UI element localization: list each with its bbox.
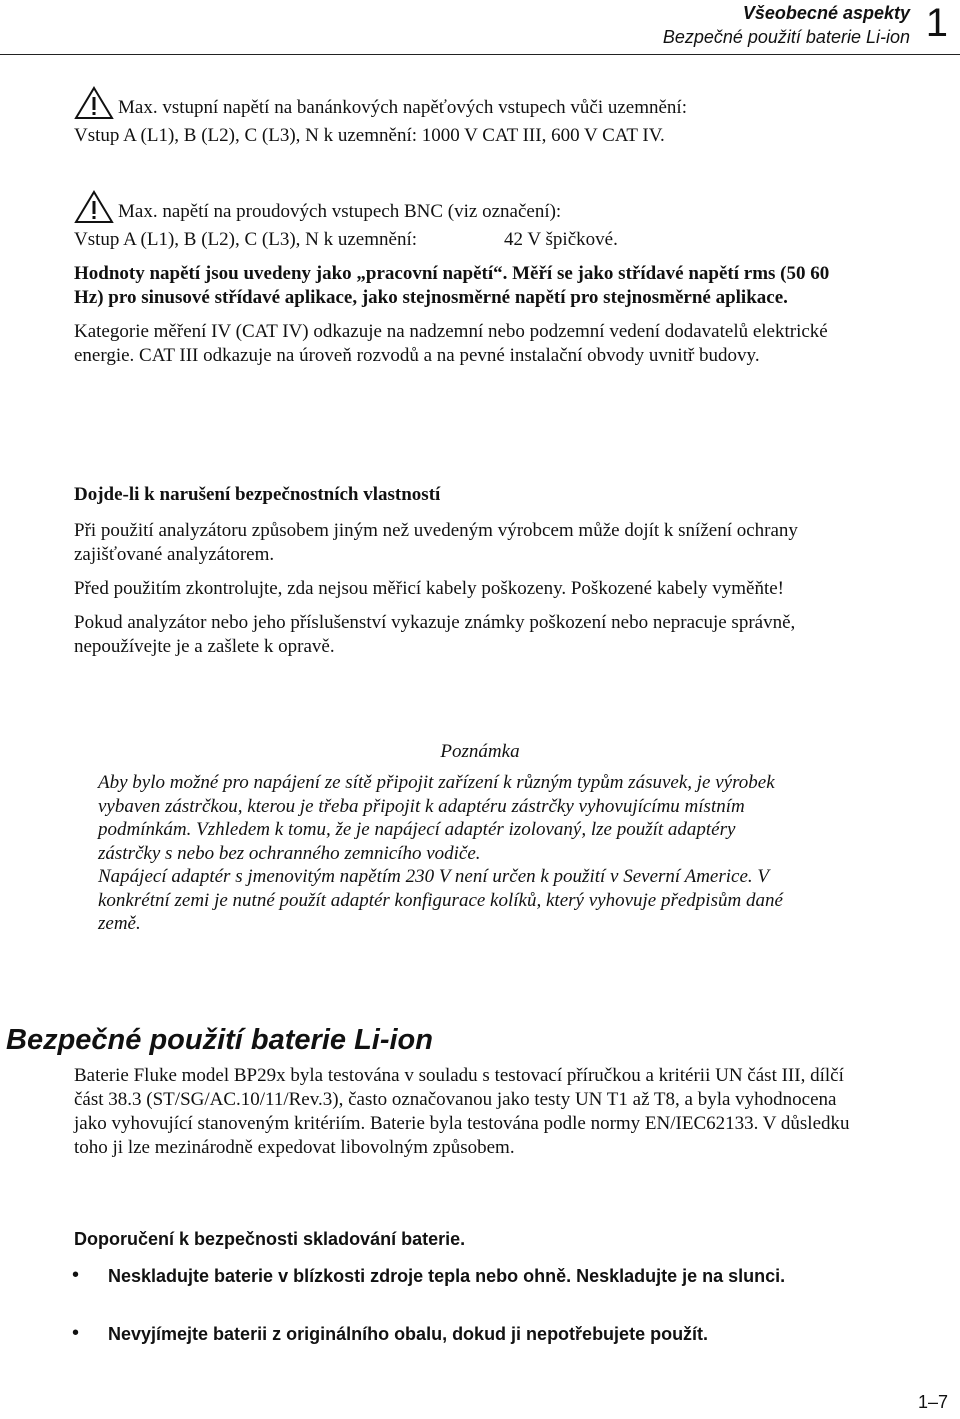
header-section: Všeobecné aspekty bbox=[742, 3, 910, 23]
warning-2-text-right: 42 V špičkové. bbox=[504, 229, 618, 250]
bullet-marker: • bbox=[72, 1322, 80, 1344]
header-divider bbox=[0, 54, 960, 55]
working-voltage-note: Hodnoty napětí jsou uvedeny jako „pracovní napětí“. bbox=[74, 263, 508, 284]
rms-note: Měří se jako střídavé napětí rms (50 60 Hz) pro sinusové střídavé aplikace, jako stejnosměrné napětí pro stejnosměrné aplikace. bbox=[74, 263, 830, 308]
category-text: Kategorie měření IV (CAT IV) odkazuje na nadzemní nebo podzemní vedení dodavatelů elektrické energie. CAT III odkazuje na úroveň rozvodů a na pevné instalační obvody uvnitř budovy. bbox=[74, 321, 828, 366]
safety-section bbox=[74, 483, 854, 659]
note-paragraph-2: Napájecí adaptér s jmenovitým napětím 230 V není určen k použití v Severní Americe. V konkrétní zemi je nutné použít adaptér konfigurace kolíků, který vyhovuje předpisům dané země. bbox=[98, 866, 783, 934]
safety-paragraph-2: Před použitím zkontrolujte, zda nejsou měřicí kabely poškozeny. Poškozené kabely vyměňte! bbox=[74, 578, 785, 599]
warning-2-title: Max. napětí na proudových vstupech BNC (viz označení): bbox=[118, 201, 562, 222]
page-number: 1–7 bbox=[917, 1392, 948, 1412]
battery-paragraph: Baterie Fluke model BP29x byla testována v souladu s testovací příručkou a kritérii UN část III, dílčí část 38.3 (ST/SG/AC.10/11/Rev.3), často označovanou jako testy UN T1 až T8, a byla vyhodnocena jako vyhovující stanoveným kritériím. Baterie byla testována podle normy EN/IEC62133. V důsledku toho ji lze mezinárodně expedovat libovolným způsobem. bbox=[74, 1065, 850, 1158]
safety-paragraph-3: Pokud analyzátor nebo jeho příslušenství vykazuje známky poškození nebo nepracuje správně, nepoužívejte je a zašlete k opravě. bbox=[74, 612, 796, 657]
warning-2-text-left: Vstup A (L1), B (L2), C (L3), N k uzemnění: bbox=[74, 229, 418, 250]
note-body bbox=[98, 771, 798, 936]
chapter-number: 1 bbox=[925, 1, 948, 45]
header-subsection: Bezpečné použití baterie Li-ion bbox=[662, 27, 910, 47]
warning-block-1 bbox=[74, 86, 854, 148]
warning-icon bbox=[74, 190, 114, 224]
note-title: Poznámka bbox=[440, 741, 520, 762]
warning-block-2 bbox=[74, 190, 854, 368]
warning-icon bbox=[74, 86, 114, 120]
storage-heading: Doporučení k bezpečnosti skladování baterie. bbox=[74, 1229, 466, 1249]
storage-bullet-1: Neskladujte baterie v blízkosti zdroje tepla nebo ohně. Neskladujte je na slunci. bbox=[108, 1266, 786, 1286]
safety-heading: Dojde-li k narušení bezpečnostních vlastností bbox=[74, 484, 441, 505]
safety-paragraph-1: Při použití analyzátoru způsobem jiným než uvedeným výrobcem může dojít k snížení ochrany zajišťované analyzátorem. bbox=[74, 520, 798, 565]
storage-bullet-2: Nevyjímejte baterii z originálního obalu, dokud ji nepotřebujete použít. bbox=[108, 1324, 709, 1344]
bullet-marker: • bbox=[72, 1264, 80, 1286]
warning-1-text: Vstup A (L1), B (L2), C (L3), N k uzemnění: 1000 V CAT III, 600 V CAT IV. bbox=[74, 125, 665, 146]
warning-1-title: Max. vstupní napětí na banánkových napěťových vstupech vůči uzemnění: bbox=[118, 97, 687, 118]
note-paragraph-1: Aby bylo možné pro napájení ze sítě připojit zařízení k různým typům zásuvek, je výrobek vybaven zástrčkou, kterou je třeba připojit k adaptéru zástrčky vyhovujícímu místním podmínkám. Vzhledem k tomu, že je napájecí adaptér izolovaný, lze použít adaptéry zástrčky s nebo bez ochranného zemnicího vodiče. bbox=[98, 772, 775, 864]
running-header bbox=[663, 2, 910, 48]
battery-heading: Bezpečné použití baterie Li-ion bbox=[6, 1024, 433, 1056]
